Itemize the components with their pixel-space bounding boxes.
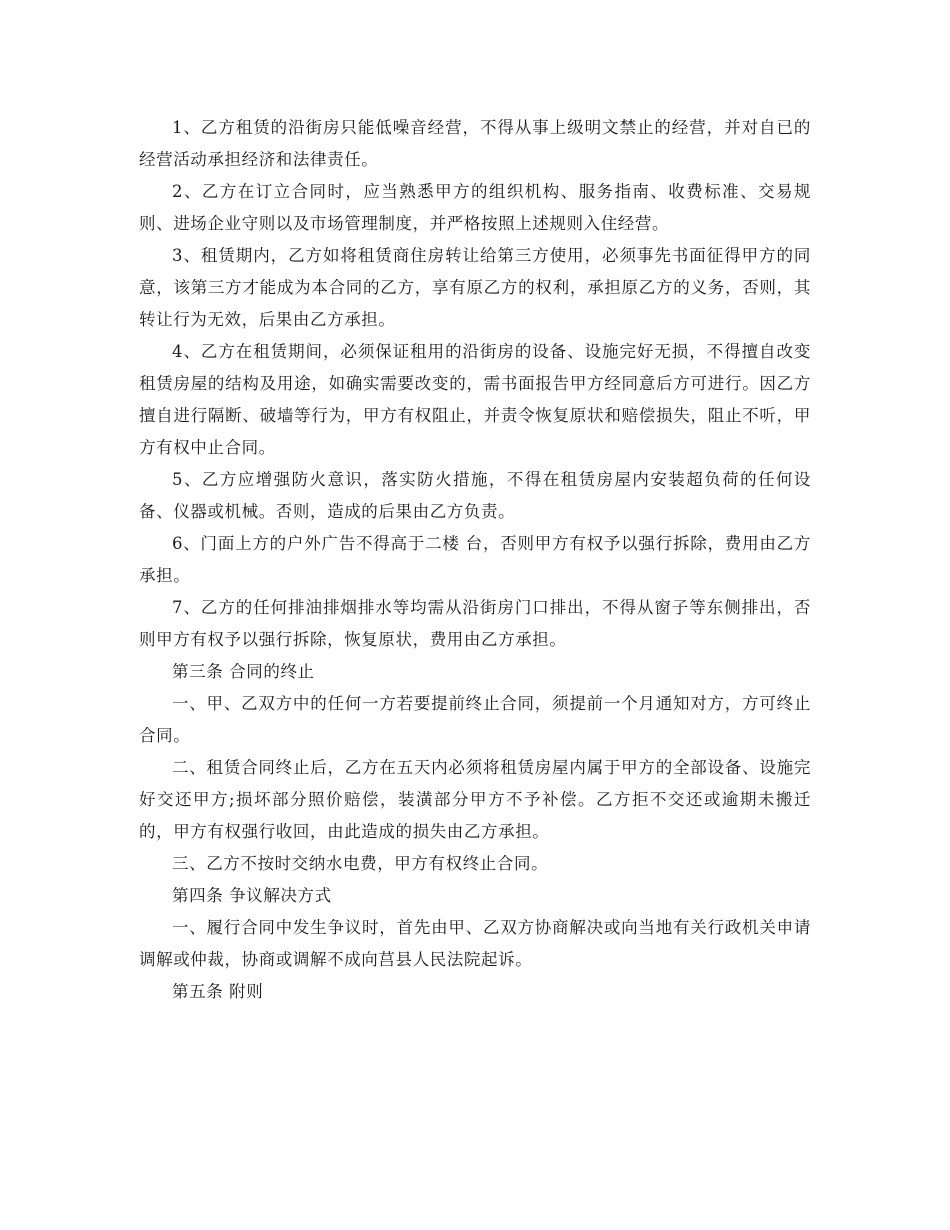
clause-paragraph: 二、租赁合同终止后，乙方在五天内必须将租赁房屋内属于甲方的全部设备、设施完好交还甲方;损坏部分照价赔偿，装潢部分甲方不予补偿。乙方拒不交还或逾期未搬迁的，甲方有权强行收回，由此造成的损失由乙方承担。 — [139, 758, 811, 841]
clause-paragraph: 2、乙方在订立合同时，应当熟悉甲方的组织机构、服务指南、收费标准、交易规则、进场企业守则以及市场管理制度，并严格按照上述规则入住经营。 — [139, 182, 811, 233]
clause-paragraph: 3、租赁期内，乙方如将租赁商住房转让给第三方使用，必须事先书面征得甲方的同意，该第三方才能成为本合同的乙方，享有原乙方的权利，承担原乙方的义务，否则，其转让行为无效，后果由乙方承担。 — [139, 246, 811, 329]
clause-paragraph: 一、履行合同中发生争议时，首先由甲、乙双方协商解决或向当地有关行政机关申请调解或仲裁，协商或调解不成向莒县人民法院起诉。 — [139, 918, 811, 969]
clause-paragraph: 三、乙方不按时交纳水电费，甲方有权终止合同。 — [172, 854, 549, 873]
clause-paragraph: 1、乙方租赁的沿街房只能低噪音经营，不得从事上级明文禁止的经营，并对自已的经营活动承担经济和法律责任。 — [139, 118, 811, 169]
clause-paragraph: 6、门面上方的户外广告不得高于二楼 台，否则甲方有权予以强行拆除，费用由乙方承担。 — [139, 534, 811, 585]
section-heading: 第五条 附则 — [172, 982, 264, 1001]
clause-paragraph: 5、乙方应增强防火意识，落实防火措施，不得在租赁房屋内安装超负荷的任何设备、仪器或机械。否则，造成的后果由乙方负责。 — [139, 470, 811, 521]
document-body — [139, 112, 811, 1008]
clause-paragraph: 4、乙方在租赁期间，必须保证租用的沿街房的设备、设施完好无损，不得擅自改变租赁房屋的结构及用途，如确实需要改变的，需书面报告甲方经同意后方可进行。因乙方擅自进行隔断、破墙等行为，甲方有权阻止，并责令恢复原状和赔偿损失，阻止不听，甲方有权中止合同。 — [139, 342, 811, 457]
section-heading: 第三条 合同的终止 — [172, 662, 315, 681]
clause-paragraph: 一、甲、乙双方中的任何一方若要提前终止合同，须提前一个月通知对方，方可终止合同。 — [139, 694, 811, 745]
clause-paragraph: 7、乙方的任何排油排烟排水等均需从沿街房门口排出，不得从窗子等东侧排出，否则甲方有权予以强行拆除，恢复原状，费用由乙方承担。 — [139, 598, 811, 649]
section-heading: 第四条 争议解决方式 — [172, 886, 332, 905]
